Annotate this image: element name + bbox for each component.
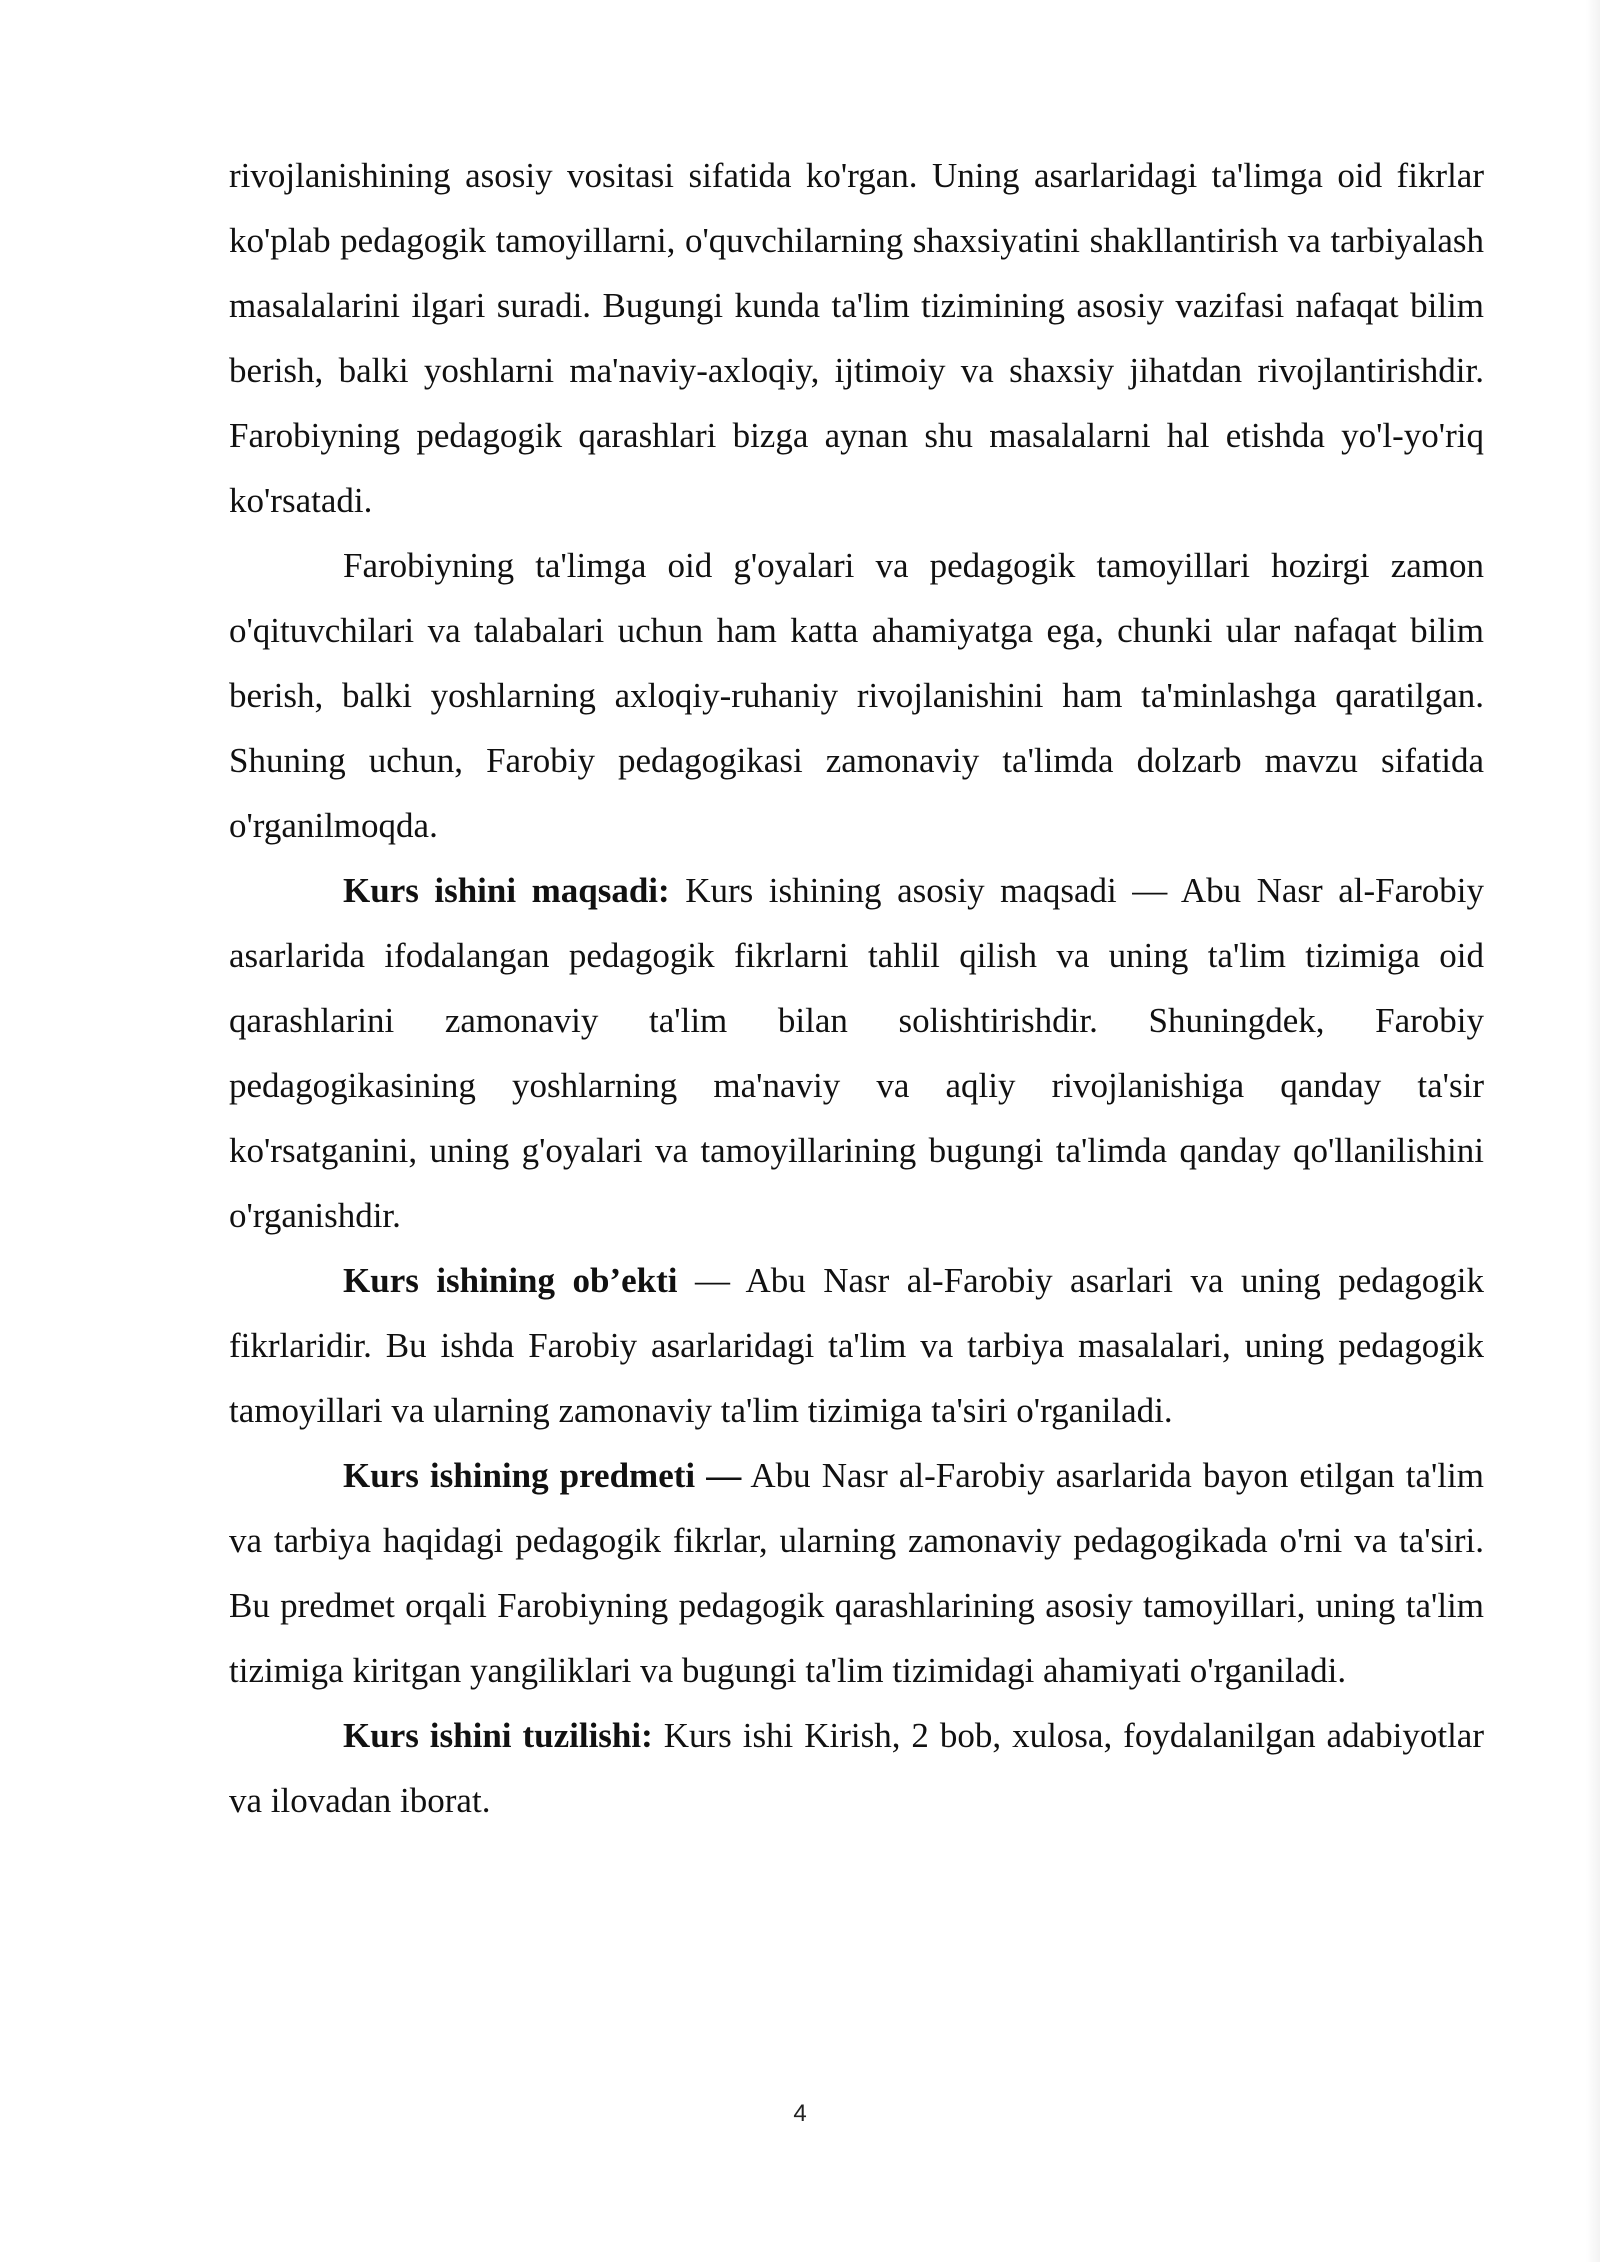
paragraph-object	[229, 1248, 1484, 1443]
page-edge-shadow	[1586, 0, 1600, 2262]
subject-text: Abu Nasr al-Farobiy asarlarida bayon etilgan ta'lim va tarbiya haqidagi pedagogik fikrlar, ularning zamonaviy pedagogikada o'rni va ta'siri. Bu predmet orqali Farobiyning pedagogik qarashlarining asosiy tamoyillari, uning ta'lim tizimiga kiritgan yangiliklari va bugungi ta'lim tizimidagi ahamiyati o'rganiladi.	[229, 1456, 1484, 1690]
paragraph-goal	[229, 858, 1484, 1248]
goal-label: Kurs ishini maqsadi:	[343, 871, 670, 910]
structure-label: Kurs ishini tuzilishi:	[343, 1716, 653, 1755]
object-label: Kurs ishining ob’ekti	[343, 1261, 678, 1300]
object-text: — Abu Nasr al-Farobiy asarlari va uning pedagogik fikrlaridir. Bu ishda Farobiy asarlaridagi ta'lim va tarbiya masalalari, uning pedagogik tamoyillari va ularning zamonaviy ta'lim tizimiga ta'siri o'rganiladi.	[229, 1261, 1484, 1430]
paragraph-subject	[229, 1443, 1484, 1703]
paragraph-structure	[229, 1703, 1484, 1833]
structure-text: Kurs ishi Kirish, 2 bob, xulosa, foydalanilgan adabiyotlar va ilovadan iborat.	[229, 1716, 1484, 1820]
goal-text: Kurs ishining asosiy maqsadi — Abu Nasr al-Farobiy asarlarida ifodalangan pedagogik fikrlarni tahlil qilish va uning ta'lim tizimiga oid qarashlarini zamonaviy ta'lim bilan solishtirishdir. Shuningdek, Farobiy pedagogikasining yoshlarning ma'naviy va aqliy rivojlanishiga qanday ta'sir ko'rsatganini, uning g'oyalari va tamoyillarining bugungi ta'limda qanday qo'llanilishini o'rganishdir.	[229, 871, 1484, 1235]
paragraph-continuation: rivojlanishining asosiy vositasi sifatida ko'rgan. Uning asarlaridagi ta'limga oid fikrlar ko'plab pedagogik tamoyillarni, o'quvchilarning shaxsiyatini shakllantirish va tarbiyalash masalalarini ilgari suradi. Bugungi kunda ta'lim tizimining asosiy vazifasi nafaqat bilim berish, balki yoshlarni ma'naviy-axloqiy, ijtimoiy va shaxsiy jihatdan rivojlantirishdir. Farobiyning pedagogik qarashlari bizga aynan shu masalalarni hal etishda yo'l-yo'riq ko'rsatadi.	[229, 156, 1484, 520]
page-number: 4	[793, 2100, 807, 2127]
subject-label: Kurs ishining predmeti —	[343, 1456, 742, 1495]
paragraph-relevance: Farobiyning ta'limga oid g'oyalari va pedagogik tamoyillari hozirgi zamon o'qituvchilari va talabalari uchun ham katta ahamiyatga ega, chunki ular nafaqat bilim berish, balki yoshlarning axloqiy-ruhaniy rivojlanishini ham ta'minlashga qaratilgan. Shuning uchun, Farobiy pedagogikasi zamonaviy ta'limda dolzarb mavzu sifatida o'rganilmoqda.	[229, 546, 1484, 845]
page-body	[229, 143, 1484, 1833]
